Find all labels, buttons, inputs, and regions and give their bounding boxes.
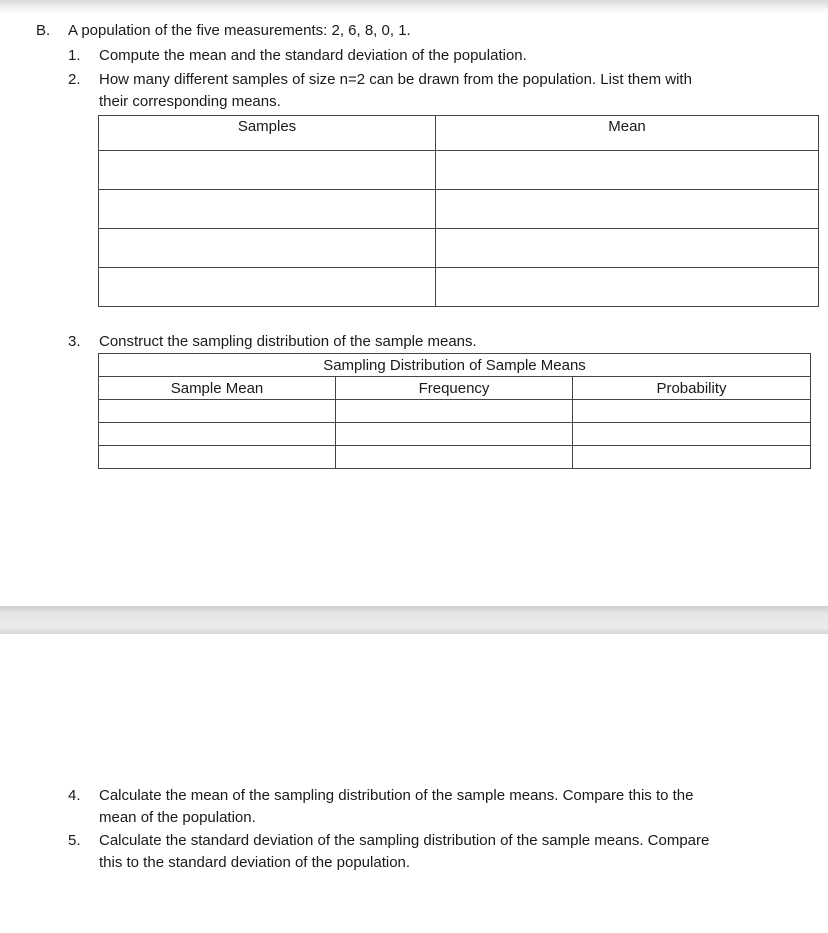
sample-mean-cell[interactable]	[99, 423, 336, 446]
distribution-caption-row	[99, 354, 811, 377]
question-2-number: 2.	[68, 71, 81, 88]
table-row	[99, 268, 819, 307]
mean-cell[interactable]	[436, 151, 819, 190]
question-3-number: 3.	[68, 333, 81, 350]
table-row	[99, 400, 811, 423]
samples-table-header-row	[99, 116, 819, 151]
mean-header: Mean	[436, 116, 819, 151]
section-intro: A population of the five measurements: 2, 6, 8, 0, 1.	[68, 22, 411, 39]
question-3-text: Construct the sampling distribution of the sample means.	[99, 333, 477, 350]
question-1-text: Compute the mean and the standard deviation of the population.	[99, 47, 527, 64]
sampling-distribution-table	[98, 353, 811, 469]
probability-header: Probability	[573, 377, 811, 400]
samples-header: Samples	[99, 116, 436, 151]
mean-cell[interactable]	[436, 229, 819, 268]
table-row	[99, 446, 811, 469]
sample-cell[interactable]	[99, 229, 436, 268]
distribution-header-row	[99, 377, 811, 400]
frequency-cell[interactable]	[336, 446, 573, 469]
sample-cell[interactable]	[99, 268, 436, 307]
section-letter: B.	[36, 22, 51, 39]
mean-cell[interactable]	[436, 268, 819, 307]
probability-cell[interactable]	[573, 446, 811, 469]
sample-cell[interactable]	[99, 151, 436, 190]
mean-cell[interactable]	[436, 190, 819, 229]
frequency-cell[interactable]	[336, 400, 573, 423]
table-row	[99, 229, 819, 268]
frequency-cell[interactable]	[336, 423, 573, 446]
question-1-number: 1.	[68, 47, 81, 64]
table-row	[99, 190, 819, 229]
question-5-text-line-2: this to the standard deviation of the population.	[99, 854, 411, 871]
sample-mean-header: Sample Mean	[99, 377, 336, 400]
table-row	[99, 151, 819, 190]
sample-mean-cell[interactable]	[99, 400, 336, 423]
question-4-text-line-2: mean of the population.	[99, 809, 256, 826]
question-5-number: 5.	[68, 832, 81, 849]
question-4-number: 4.	[68, 787, 81, 804]
frequency-header: Frequency	[336, 377, 573, 400]
question-2-text-line-1: How many different samples of size n=2 can be drawn from the population. List them with	[99, 71, 692, 88]
question-2-text-line-2: their corresponding means.	[99, 93, 281, 110]
table-row	[99, 423, 811, 446]
probability-cell[interactable]	[573, 423, 811, 446]
question-4-text-line-1: Calculate the mean of the sampling distribution of the sample means. Compare this to the	[99, 787, 694, 804]
page-top-shadow	[0, 0, 828, 14]
distribution-caption: Sampling Distribution of Sample Means	[99, 354, 811, 377]
probability-cell[interactable]	[573, 400, 811, 423]
samples-table	[98, 115, 819, 307]
sample-mean-cell[interactable]	[99, 446, 336, 469]
question-5-text-line-1: Calculate the standard deviation of the sampling distribution of the sample means. Compare	[99, 832, 710, 849]
sample-cell[interactable]	[99, 190, 436, 229]
page-break-divider	[0, 606, 828, 634]
